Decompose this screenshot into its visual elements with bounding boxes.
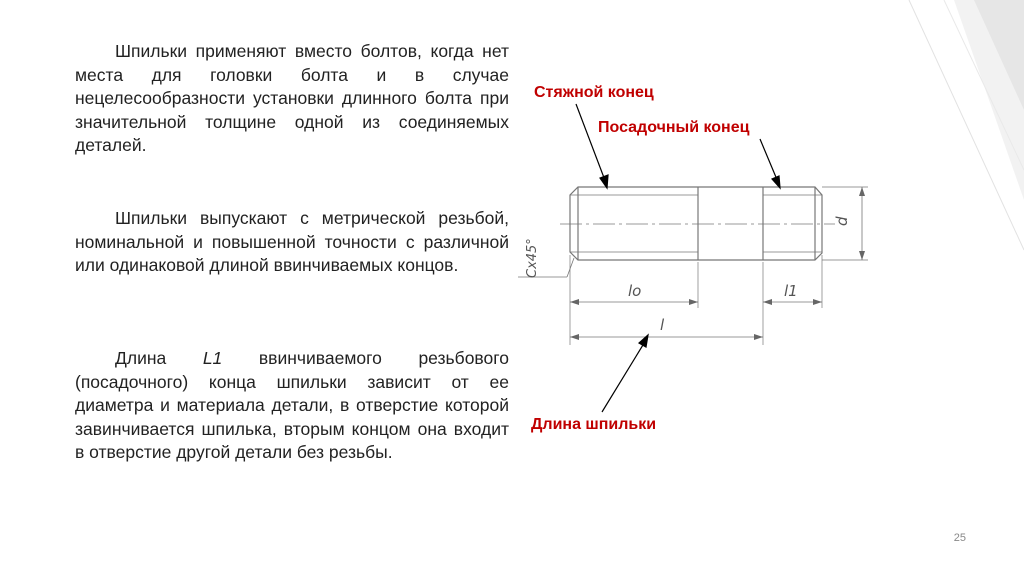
label-seating-end: Посадочный конец bbox=[598, 119, 750, 136]
page-number: 25 bbox=[953, 532, 966, 544]
label-tightening-end: Стяжной конец bbox=[534, 84, 654, 101]
label-stud-length: Длина шпильки bbox=[531, 416, 657, 433]
paragraph-threads-text: Шпильки выпускают с метрической резьбой, номинальной и повышенной точности с различной или одинаковой длиной ввинчиваемых концов. bbox=[75, 208, 509, 275]
dim-l0: lo bbox=[628, 282, 642, 300]
dim-chamfer: Cx45° bbox=[525, 238, 540, 278]
dim-l: l bbox=[660, 316, 665, 334]
paragraph-length-after: ввинчиваемого резьбового (посадочного) конца шпильки зависит от ее диаметра и материала детали, в отверстие которой завинчивается шпилька, вторым концом она входит в отверстие другой детали без резьбы. bbox=[75, 348, 509, 462]
paragraph-length-var: L1 bbox=[202, 348, 223, 368]
paragraph-usage-text: Шпильки применяют вместо болтов, когда нет места для головки болта и в случае нецелесообразности установки длинного болта при значительной толщине одной из соединяемых деталей. bbox=[75, 41, 509, 155]
paragraph-length-before: Длина bbox=[115, 348, 203, 368]
dim-d: d bbox=[833, 216, 851, 226]
dim-l1: l1 bbox=[784, 282, 798, 300]
